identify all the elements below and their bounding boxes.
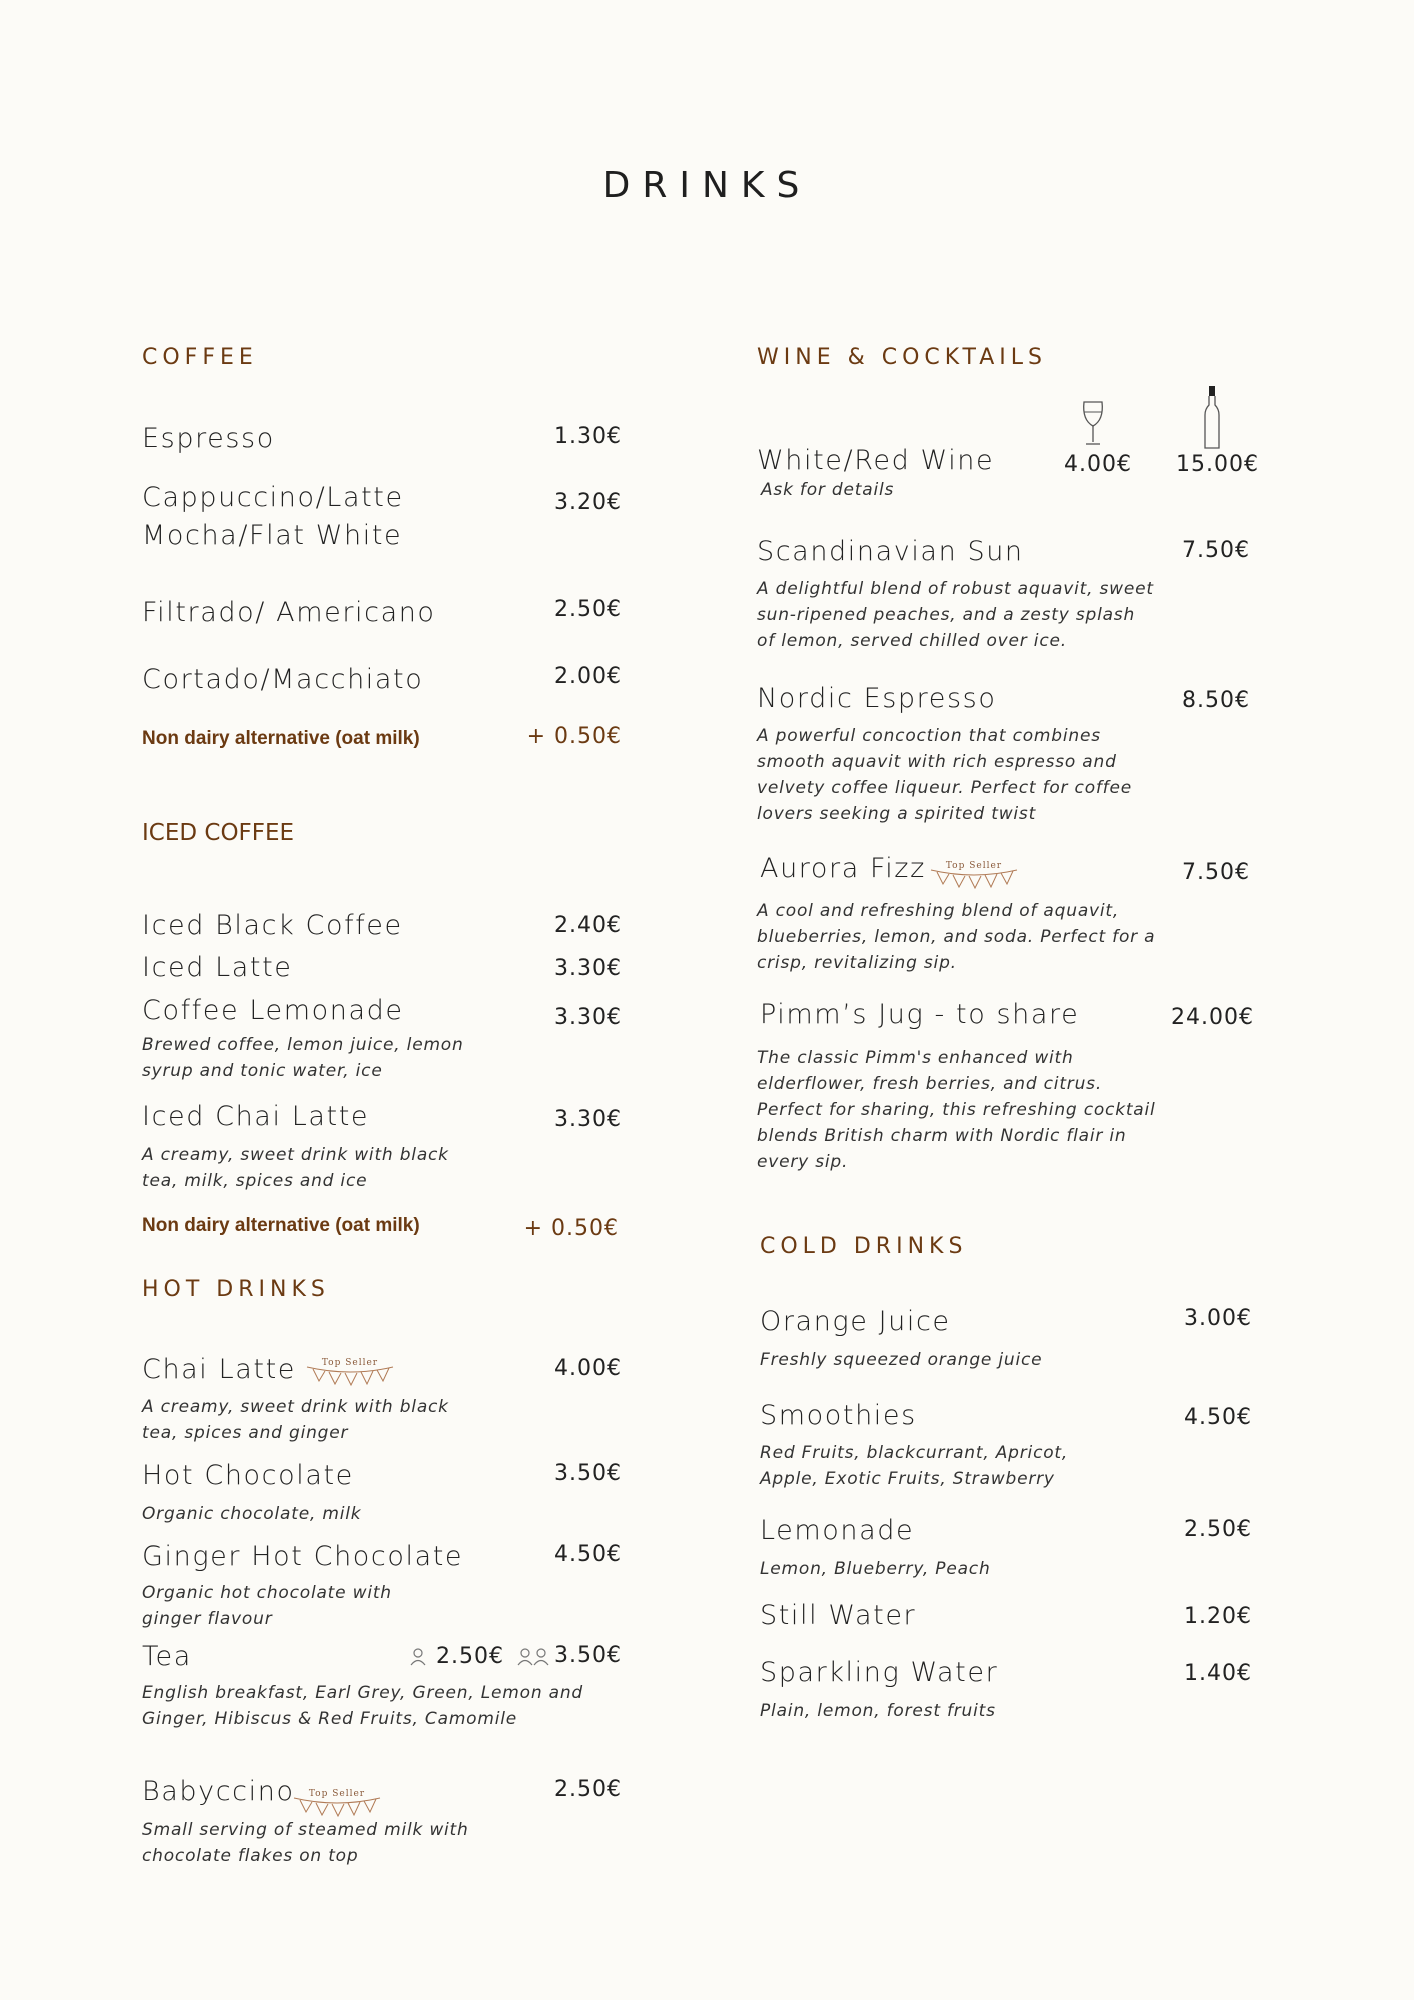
item-name-hot-chocolate: Hot Chocolate	[142, 1460, 354, 1491]
item-name-coffee-lemonade: Coffee Lemonade	[142, 995, 404, 1026]
item-name-scandinavian-sun: Scandinavian Sun	[757, 536, 1024, 567]
item-price-cappuccino: 3.20€	[554, 490, 622, 515]
top-seller-badge-chai-latte	[305, 1355, 395, 1389]
item-name-ginger-hot-chocolate: Ginger Hot Chocolate	[142, 1541, 464, 1572]
item-name-lemonade: Lemonade	[760, 1515, 915, 1546]
wine-bottle-icon	[1203, 385, 1221, 451]
item-name-espresso: Espresso	[142, 423, 275, 454]
item-price-espresso: 1.30€	[554, 424, 622, 449]
two-persons-icon	[517, 1648, 551, 1666]
item-desc-scandinavian-sun: A delightful blend of robust aquavit, sweet sun-ripened peaches, and a zesty splash of lemon, served chilled over ice.	[757, 579, 1154, 651]
item-price-wine-glass: 4.00€	[1064, 452, 1132, 477]
item-desc-iced-chai-latte: A creamy, sweet drink with black tea, milk, spices and ice	[142, 1145, 449, 1191]
item-name-tea: Tea	[142, 1641, 192, 1672]
section-heading-coffee: COFFEE	[142, 345, 258, 370]
item-name-chai-latte: Chai Latte	[142, 1354, 296, 1385]
item-name-iced-black-coffee: Iced Black Coffee	[142, 910, 403, 941]
item-name-pimms-jug: Pimm’s Jug - to share	[760, 999, 1080, 1030]
item-price-cortado: 2.00€	[554, 664, 622, 689]
item-name-nordic-espresso: Nordic Espresso	[757, 683, 997, 714]
item-price-iced-chai-latte: 3.30€	[554, 1107, 622, 1132]
item-name-sparkling-water: Sparkling Water	[760, 1657, 999, 1688]
non-dairy-price-iced: + 0.50€	[523, 1216, 619, 1241]
item-price-coffee-lemonade: 3.30€	[554, 1005, 622, 1030]
item-name-smoothies: Smoothies	[760, 1400, 917, 1431]
item-name-cappuccino-line1: Cappuccino/Latte	[142, 482, 404, 513]
item-desc-chai-latte: A creamy, sweet drink with black tea, spices and ginger	[142, 1397, 449, 1443]
item-price-scandinavian-sun: 7.50€	[1182, 538, 1250, 563]
item-price-lemonade: 2.50€	[1184, 1517, 1252, 1542]
item-price-hot-chocolate: 3.50€	[554, 1461, 622, 1486]
section-heading-wine-cocktails: WINE & COCKTAILS	[757, 345, 1047, 370]
svg-text:Top Seller: Top Seller	[308, 1789, 366, 1799]
section-heading-cold-drinks: COLD DRINKS	[760, 1234, 968, 1259]
item-name-iced-latte: Iced Latte	[142, 952, 293, 983]
svg-text:Top Seller: Top Seller	[945, 861, 1003, 871]
item-price-aurora-fizz: 7.50€	[1182, 860, 1250, 885]
item-name-cortado: Cortado/Macchiato	[142, 664, 424, 695]
item-desc-orange-juice: Freshly squeezed orange juice	[760, 1350, 1043, 1370]
item-name-still-water: Still Water	[760, 1600, 917, 1631]
item-name-filtrado: Filtrado/ Americano	[142, 597, 436, 628]
item-desc-babyccino: Small serving of steamed milk with chocolate flakes on top	[142, 1820, 469, 1866]
item-desc-nordic-espresso: A powerful concoction that combines smooth aquavit with rich espresso and velvety coffee liqueur. Perfect for coffee lovers seeking a spirited twist	[757, 726, 1132, 824]
top-seller-badge-aurora-fizz	[929, 858, 1019, 892]
item-price-pimms-jug: 24.00€	[1171, 1005, 1254, 1030]
item-price-iced-black-coffee: 2.40€	[554, 913, 622, 938]
section-heading-iced-coffee: ICED COFFEE	[142, 820, 295, 846]
item-price-wine-bottle: 15.00€	[1176, 452, 1259, 477]
item-desc-coffee-lemonade: Brewed coffee, lemon juice, lemon syrup and tonic water, ice	[142, 1035, 464, 1081]
item-name-babyccino: Babyccino	[142, 1776, 295, 1807]
item-price-still-water: 1.20€	[1184, 1604, 1252, 1629]
item-price-ginger-hot-chocolate: 4.50€	[554, 1542, 622, 1567]
item-desc-ginger-hot-chocolate: Organic hot chocolate with ginger flavour	[142, 1583, 392, 1629]
item-price-babyccino: 2.50€	[554, 1777, 622, 1802]
item-price-filtrado: 2.50€	[554, 597, 622, 622]
top-seller-badge-babyccino	[292, 1786, 382, 1820]
item-desc-hot-chocolate: Organic chocolate, milk	[142, 1504, 362, 1524]
svg-text:Top Seller: Top Seller	[321, 1358, 379, 1368]
item-name-iced-chai-latte: Iced Chai Latte	[142, 1101, 370, 1132]
item-price-tea-double: 3.50€	[554, 1643, 622, 1668]
item-name-cappuccino-line2: Mocha/Flat White	[142, 520, 403, 551]
item-desc-tea: English breakfast, Earl Grey, Green, Lemon and Ginger, Hibiscus & Red Fruits, Camomile	[142, 1683, 583, 1729]
item-price-smoothies: 4.50€	[1184, 1405, 1252, 1430]
item-desc-lemonade: Lemon, Blueberry, Peach	[760, 1559, 991, 1579]
item-name-white-red-wine: White/Red Wine	[757, 445, 995, 476]
item-desc-sparkling-water: Plain, lemon, forest fruits	[760, 1701, 996, 1721]
non-dairy-label-iced: Non dairy alternative (oat milk)	[142, 1215, 420, 1236]
person-icon	[410, 1648, 426, 1666]
item-name-orange-juice: Orange Juice	[760, 1306, 951, 1337]
item-price-orange-juice: 3.00€	[1184, 1306, 1252, 1331]
section-heading-hot-drinks: HOT DRINKS	[142, 1277, 330, 1302]
item-desc-smoothies: Red Fruits, blackcurrant, Apricot, Apple, Exotic Fruits, Strawberry	[760, 1443, 1069, 1489]
item-price-tea-single: 2.50€	[436, 1644, 504, 1669]
non-dairy-price-coffee: + 0.50€	[526, 724, 622, 749]
item-price-iced-latte: 3.30€	[554, 956, 622, 981]
item-desc-pimms-jug: The classic Pimm's enhanced with elderflower, fresh berries, and citrus. Perfect for sharing, this refreshing cocktail blends British charm with Nordic flair in every sip.	[757, 1048, 1156, 1172]
item-price-chai-latte: 4.00€	[554, 1356, 622, 1381]
item-name-aurora-fizz: Aurora Fizz	[760, 853, 926, 884]
page-title: DRINKS	[602, 165, 812, 206]
item-desc-aurora-fizz: A cool and refreshing blend of aquavit, blueberries, lemon, and soda. Perfect for a crisp, revitalizing sip.	[757, 901, 1156, 973]
non-dairy-label-coffee: Non dairy alternative (oat milk)	[142, 728, 420, 749]
item-price-nordic-espresso: 8.50€	[1182, 688, 1250, 713]
wine-glass-icon	[1080, 400, 1106, 448]
item-desc-white-red-wine: Ask for details	[761, 480, 895, 500]
item-price-sparkling-water: 1.40€	[1184, 1661, 1252, 1686]
